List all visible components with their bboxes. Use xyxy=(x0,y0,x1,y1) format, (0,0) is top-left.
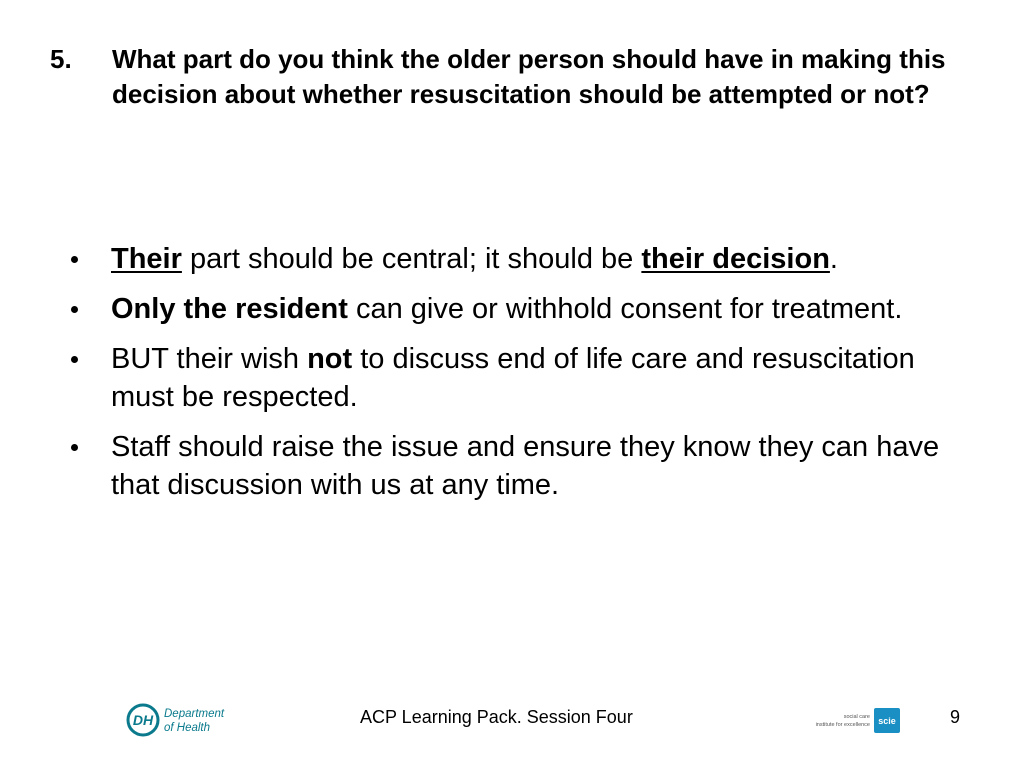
scie-logo-line1: social care xyxy=(843,714,870,720)
bullet-icon xyxy=(71,256,78,263)
bullet-list xyxy=(68,240,968,516)
bullet-1-emphasis-decision: their decision xyxy=(641,243,830,275)
scie-logo-mark: scie xyxy=(878,716,896,726)
dh-logo-mark: DH xyxy=(132,712,154,728)
page-number: 9 xyxy=(950,707,961,727)
bullet-item-2 xyxy=(68,290,968,328)
bullet-3-text-end: to discuss end of life care and resuscitation must be respected. xyxy=(111,343,915,413)
bullet-1-text: part should be central; it should be xyxy=(181,243,642,275)
bullet-icon xyxy=(71,444,78,451)
dh-logo-line1: Department xyxy=(164,708,225,720)
bullet-item-1 xyxy=(68,240,968,278)
bullet-item-3 xyxy=(68,340,968,416)
bullet-item-4 xyxy=(68,428,968,504)
bullet-1-period: . xyxy=(829,243,838,275)
question-number: 5. xyxy=(50,44,72,74)
bullet-2-text: can give or withhold consent for treatment. xyxy=(347,293,903,325)
bullet-icon xyxy=(71,356,78,363)
department-of-health-logo xyxy=(126,701,236,739)
scie-logo xyxy=(810,707,902,735)
bullet-4-text: Staff should raise the issue and ensure they know they can have that discussion with us at any time. xyxy=(111,431,940,501)
question-heading xyxy=(50,42,1015,112)
bullet-3-text-start: BUT their wish xyxy=(111,343,308,375)
footer-title: ACP Learning Pack. Session Four xyxy=(360,707,633,727)
question-text: What part do you think the older person should have in making this decision about whether resuscitation should be attempted or not? xyxy=(112,44,946,109)
bullet-3-emphasis: not xyxy=(307,343,353,375)
bullet-1-emphasis-their: Their xyxy=(111,243,182,275)
bullet-icon xyxy=(71,306,78,313)
scie-logo-line2: institute for excellence xyxy=(815,722,870,728)
bullet-2-emphasis: Only the resident xyxy=(111,293,348,325)
dh-logo-line2: of Health xyxy=(164,722,211,734)
